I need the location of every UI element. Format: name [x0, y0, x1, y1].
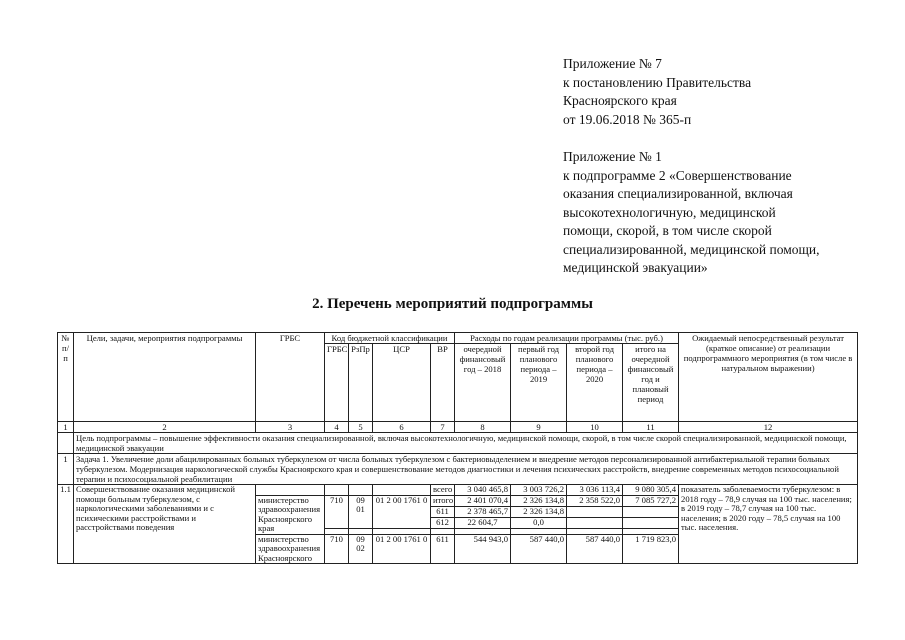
column-number: 12	[679, 422, 858, 433]
value-611-total	[623, 506, 679, 517]
appendix-7-line: Приложение № 7	[563, 56, 662, 71]
value-611-2018: 2 378 465,7	[455, 506, 511, 517]
value-all-2018: 3 040 465,8	[455, 485, 511, 496]
column-number: 11	[623, 422, 679, 433]
value-grbs2-2019: 587 440,0	[511, 534, 567, 564]
appendix-7-line: от 19.06.2018 № 365-п	[563, 111, 692, 127]
value-612-2020	[567, 517, 623, 528]
goal-row	[58, 433, 858, 454]
grbs-2-rzpr: 09 02	[349, 534, 373, 564]
column-numbers-row	[58, 422, 858, 433]
grbs-2-csr: 01 2 00 1761 0	[373, 534, 431, 564]
appendix-1-header	[563, 148, 820, 278]
appendix-1-line: высокотехнологичную, медицинской	[563, 204, 776, 220]
appendix-1-line: Приложение № 1	[563, 149, 662, 164]
appendix-7-header	[563, 55, 751, 129]
appendix-1-line: специализированной, медицинской помощи,	[563, 241, 820, 257]
column-number: 8	[455, 422, 511, 433]
section-title: 2. Перечень мероприятий подпрограммы	[312, 296, 593, 312]
value-itogo-total: 7 085 727,2	[623, 495, 679, 506]
value-all-2020: 3 036 113,4	[567, 485, 623, 496]
value-grbs2-total: 1 719 823,0	[623, 534, 679, 564]
header-budget-code: Код бюджетной классификации	[325, 333, 455, 344]
column-number: 10	[567, 422, 623, 433]
value-611-2020	[567, 506, 623, 517]
subheader-year-2018: очередной финансовый год – 2018	[455, 344, 511, 422]
value-grbs2-2020: 587 440,0	[567, 534, 623, 564]
value-611-2019: 2 326 134,8	[511, 506, 567, 517]
value-itogo-2019: 2 326 134,8	[511, 495, 567, 506]
measure-name: Совершенствование оказания медицинской помощи больным туберкулезом, с наркологическими заболеваниями и с психическими расстройствами и расстройствами поведения	[74, 485, 256, 564]
appendix-1-line: медицинской эвакуации»	[563, 260, 708, 275]
subheader-vr: ВР	[431, 344, 455, 422]
header-goals: Цели, задачи, мероприятия подпрограммы	[74, 333, 256, 422]
value-612-2018: 22 604,7	[455, 517, 511, 528]
grbs-1-csr: 01 2 00 1761 0	[373, 495, 431, 528]
column-number: 9	[511, 422, 567, 433]
appendix-1-line: к подпрограмме 2 «Совершенствование	[563, 167, 792, 183]
value-grbs2-2018: 544 943,0	[455, 534, 511, 564]
appendix-7-line: к постановлению Правительства	[563, 74, 752, 90]
task-number: 1	[58, 454, 74, 485]
grbs-1-rzpr: 09 01	[349, 495, 373, 528]
column-number: 2	[74, 422, 256, 433]
header-expected-result: Ожидаемый непосредственный результат (краткое описание) от реализации подпрограммного мероприятия (в том числе в натуральном выражении)	[679, 333, 858, 422]
task-text: Задача 1. Увеличение доли абацилированных больных туберкулезом от числа больных туберкулезом с бактериовыделением и внедрение методов персонализированной антибактериальной терапии больных туберкулезом. Модернизация наркологической службы Красноярского края и совершенствование методов диагностики и лечения психических расстройств, внедрение современных методов психосоциальной терапии и психосоциальной реабилитации	[74, 454, 858, 485]
grbs-1-code: 710	[325, 495, 349, 528]
column-number: 1	[58, 422, 74, 433]
value-all-2019: 3 003 726,2	[511, 485, 567, 496]
column-number: 5	[349, 422, 373, 433]
header-no: № п/п	[58, 333, 74, 422]
measure-number: 1.1	[58, 485, 74, 564]
appendix-7-line: Красноярского края	[563, 93, 677, 108]
column-number: 3	[256, 422, 325, 433]
value-612-2019: 0,0	[511, 517, 567, 528]
grbs-2-name: министерство здравоохранения Красноярского	[256, 534, 325, 564]
subheader-grbs: ГРБС	[325, 344, 349, 422]
task-row	[58, 454, 858, 485]
appendix-1-line: помощи, скорой, в том числе скорой	[563, 223, 772, 238]
vr-all: всего	[431, 485, 455, 496]
vr-611: 611	[431, 506, 455, 517]
grbs-1-name: министерство здравоохранения Красноярского края	[256, 495, 325, 534]
value-612-total	[623, 517, 679, 528]
grbs-2-code: 710	[325, 534, 349, 564]
column-number: 6	[373, 422, 431, 433]
column-number: 7	[431, 422, 455, 433]
header-row	[58, 333, 858, 344]
subheader-rzpr: РзПр	[349, 344, 373, 422]
value-itogo-2020: 2 358 522,0	[567, 495, 623, 506]
header-grbs: ГРБС	[256, 333, 325, 422]
column-number: 4	[325, 422, 349, 433]
goal-text: Цель подпрограммы – повышение эффективности оказания специализированной, включая высокотехнологичную, медицинской помощи, скорой, в том числе скорой специализированной, медицинской помощи, медицинской эвакуации	[74, 433, 858, 454]
subheader-year-2019: первый год планового периода – 2019	[511, 344, 567, 422]
measure-row-all	[58, 485, 858, 496]
vr-612: 612	[431, 517, 455, 528]
subheader-total: итого на очередной финансовый год и плановый период	[623, 344, 679, 422]
appendix-1-line: оказания специализированной, включая	[563, 186, 793, 201]
measure-result: показатель заболеваемости туберкулезом: в 2018 году – 78,9 случая на 100 тыс. населения; в 2019 году – 78,7 случая на 100 тыс. населения; в 2020 году – 78,5 случая на 100 тыс. населения.	[679, 485, 858, 564]
header-expenses: Расходы по годам реализации программы (тыс. руб.)	[455, 333, 679, 344]
value-itogo-2018: 2 401 070,4	[455, 495, 511, 506]
measures-table	[57, 332, 858, 564]
value-all-total: 9 080 305,4	[623, 485, 679, 496]
vr-itogo: итого	[431, 495, 455, 506]
subheader-csr: ЦСР	[373, 344, 431, 422]
grbs-2-vr: 611	[431, 534, 455, 564]
subheader-year-2020: второй год планового периода – 2020	[567, 344, 623, 422]
